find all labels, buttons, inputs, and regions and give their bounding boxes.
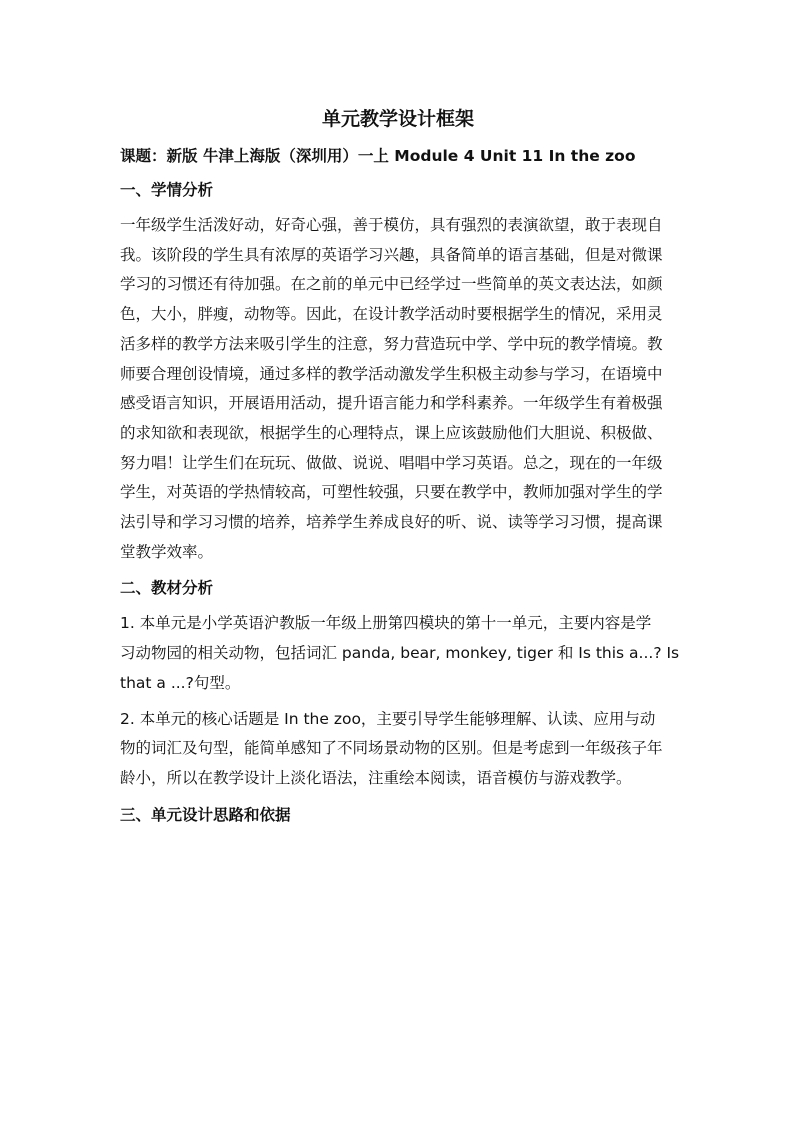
document-title: 单元教学设计框架: [321, 108, 474, 130]
section-heading-textbook-analysis: 二、教材分析: [120, 579, 214, 598]
paragraph-line: 物的词汇及句型，能简单感知了不同场景动物的区别。但是考虑到一年级孩子年: [120, 739, 663, 758]
paragraph-line: 我。该阶段的学生具有浓厚的英语学习兴趣，具备简单的语言基础，但是对微课: [120, 245, 663, 264]
section-heading-unit-design: 三、单元设计思路和依据: [120, 805, 291, 824]
paragraph-line: 感受语言知识，开展语用活动，提升语言能力和学科素养。一年级学生有着极强: [120, 394, 663, 413]
paragraph-line: 法引导和学习习惯的培养，培养学生养成良好的听、说、读等学习习惯，提高课: [120, 513, 663, 532]
paragraph-line: 习动物园的相关动物，包括词汇 panda, bear, monkey, tiger 和 Is this a...? Is: [120, 644, 680, 663]
paragraph-line: 的求知欲和表现欲，根据学生的心理特点，课上应该鼓励他们大胆说、积极做、: [120, 423, 663, 442]
paragraph-line: 龄小，所以在教学设计上淡化语法，注重绘本阅读，语音模仿与游戏教学。: [120, 768, 632, 787]
paragraph-line: 活多样的教学方法来吸引学生的注意，努力营造玩中学、学中玩的教学情境。教: [120, 334, 663, 353]
paragraph-line: 1. 本单元是小学英语沪教版一年级上册第四模块的第十一单元，主要内容是学: [120, 614, 652, 633]
paragraph-line: 一年级学生活泼好动，好奇心强，善于模仿，具有强烈的表演欲望，敢于表现自: [120, 216, 663, 234]
paragraph-line: 努力唱！让学生们在玩玩、做做、说说、唱唱中学习英语。总之，现在的一年级: [120, 453, 663, 472]
paragraph-line: that a ...?句型。: [120, 673, 241, 692]
paragraph-line: 色，大小，胖瘦，动物等。因此，在设计教学活动时要根据学生的情况，采用灵: [120, 305, 663, 324]
paragraph-line: 师要合理创设情境，通过多样的教学活动激发学生积极主动参与学习，在语境中: [120, 364, 663, 383]
paragraph-line: 学习的习惯还有待加强。在之前的单元中已经学过一些简单的英文表达法，如颜: [120, 275, 663, 294]
paragraph-line: 堂教学效率。: [120, 542, 214, 561]
textbook-analysis-item-1: [120, 609, 680, 698]
paragraph-line: 学生，对英语的学热情较高，可塑性较强，只要在教学中，教师加强对学生的学: [120, 483, 663, 502]
paragraph-line: 2. 本单元的核心话题是 In the zoo，主要引导学生能够理解、认读、应用与动: [120, 709, 656, 728]
textbook-analysis-item-2: [120, 705, 676, 794]
learner-analysis-paragraph: [120, 211, 676, 567]
lesson-topic: 课题：新版 牛津上海版（深圳用）一上 Module 4 Unit 11 In the zoo: [120, 147, 636, 165]
document-page: [120, 104, 680, 828]
section-heading-learner-analysis: 一、学情分析: [120, 181, 214, 199]
